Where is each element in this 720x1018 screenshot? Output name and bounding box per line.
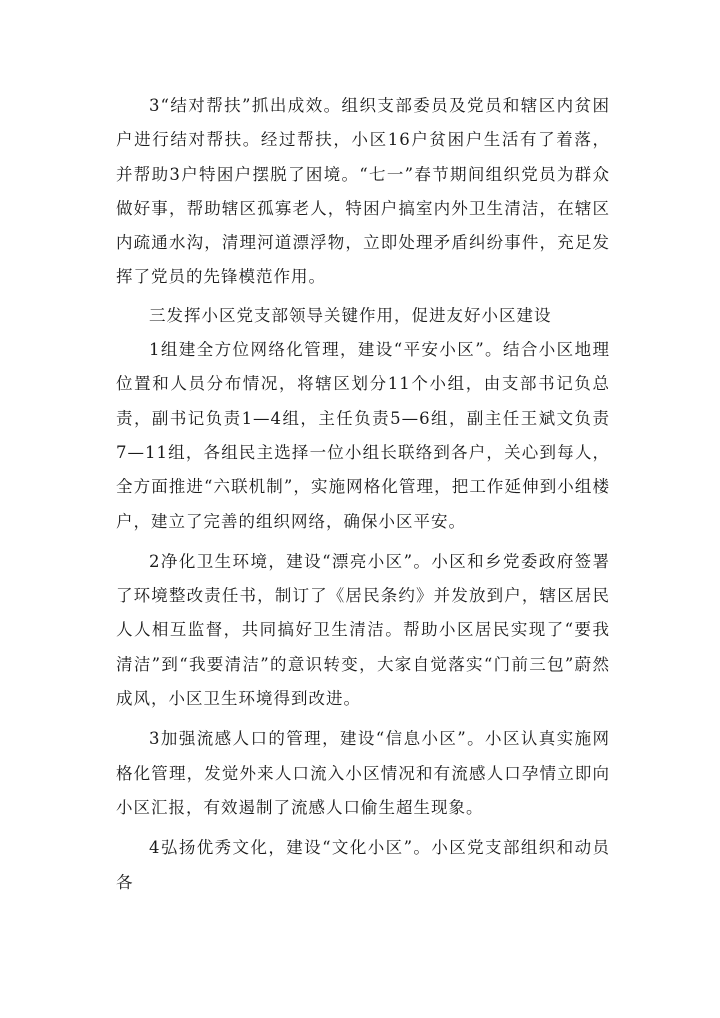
paragraph-safe-community: 1组建全方位网络化管理，建设“平安小区”。结合小区地理位置和人员分布情况，将辖区划分11个小组，由支部书记负总责，副书记负责1—4组，主任负责5—6组，副主任王斌文负责7—11组，各组民主选择一位小组长联络到各户，关心到每人，全方面推进“六联机制”，实施网格化管理，把工作延伸到小组楼户，建立了完善的组织网络，确保小区平安。: [116, 340, 610, 531]
section-heading-three: 三发挥小区党支部领导关键作用，促进友好小区建设: [149, 305, 552, 325]
document-page: [116, 89, 610, 900]
paragraph-information-community: 3加强流感人口的管理，建设“信息小区”。小区认真实施网格化管理，发觉外来人口流入小区情况和有流感人口孕情立即向小区汇报，有效遏制了流感人口偷生超生现象。: [116, 729, 610, 817]
paragraph-beautiful-community: 2净化卫生环境，建设“漂亮小区”。小区和乡党委政府签署了环境整改责任书，制订了《居民条约》并发放到户，辖区居民人人相互监督，共同搞好卫生清洁。帮助小区居民实现了“要我清洁”到“我要清洁”的意识转变，大家自觉落实“门前三包”蔚然成风，小区卫生环境得到改进。: [116, 551, 610, 709]
paragraph-pairing-assistance: 3“结对帮扶”抓出成效。组织支部委员及党员和辖区内贫困户进行结对帮扶。经过帮扶，小区16户贫困户生活有了着落，并帮助3户特困户摆脱了困境。“七一”春节期间组织党员为群众做好事，帮助辖区孤寡老人，特困户搞室内外卫生清洁，在辖区内疏通水沟，清理河道漂浮物，立即处理矛盾纠纷事件，充足发挥了党员的先锋模范作用。: [116, 96, 610, 287]
paragraph-culture-community: 4弘扬优秀文化，建设“文化小区”。小区党支部组织和动员各: [116, 838, 610, 892]
